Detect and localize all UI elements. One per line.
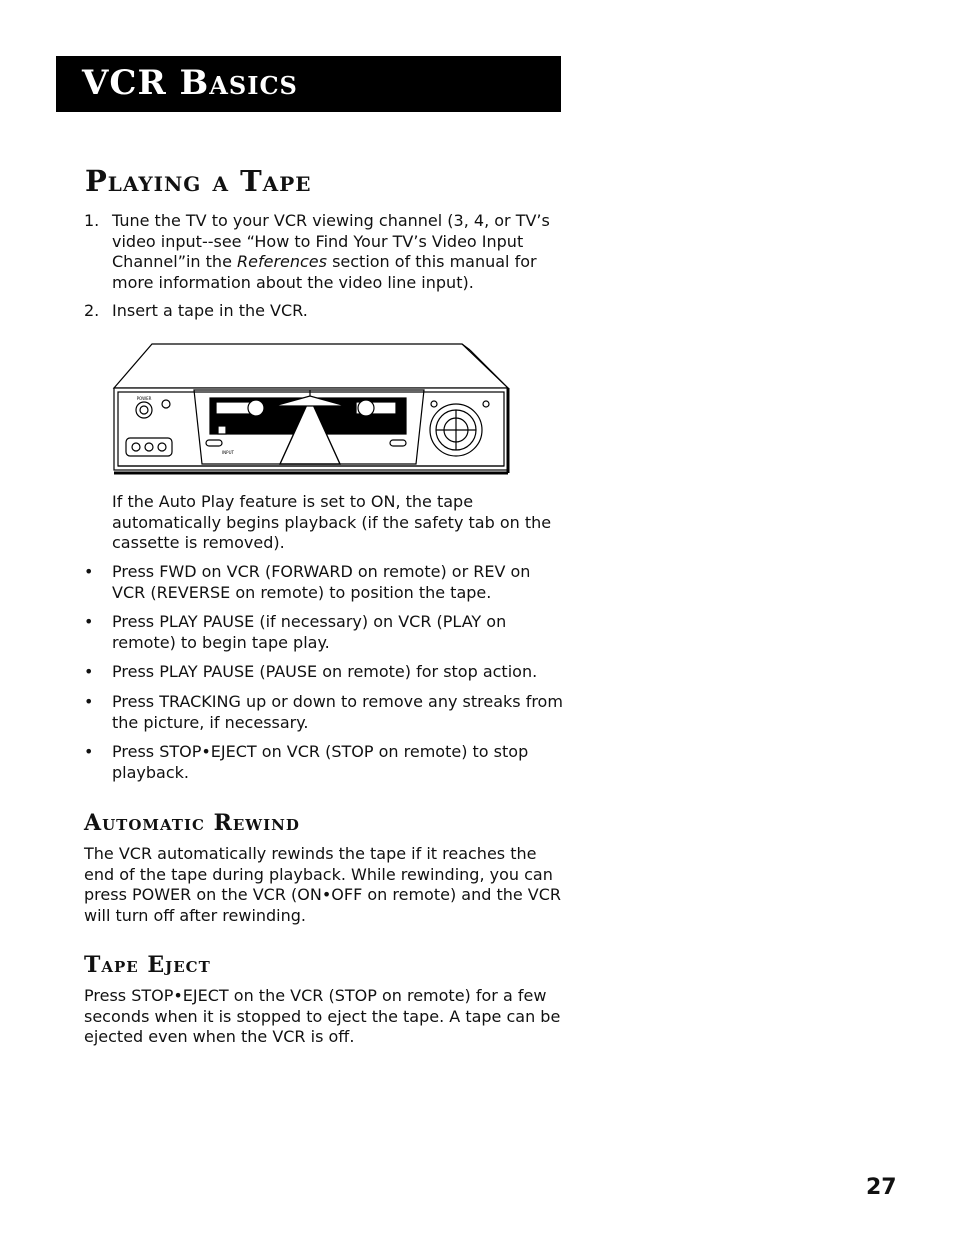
bullet-marker: • <box>84 742 94 761</box>
step-text: Tune the TV to your VCR viewing channel (3, 4, or TV’s video input--see “How to Find Your TV’s Video Input Channel”in the References section of this manual for more information about the video line input). <box>112 211 550 292</box>
step-text: Insert a tape in the VCR. <box>112 301 308 320</box>
bullet-text: Press TRACKING up or down to remove any streaks from the picture, if necessary. <box>112 692 563 732</box>
bullet-text: Press STOP•EJECT on VCR (STOP on remote) to stop playback. <box>112 742 529 782</box>
references-emphasis: References <box>237 252 327 271</box>
autoplay-note: If the Auto Play feature is set to ON, the tape automatically begins playback (if the safety tab on the cassette is removed). <box>112 492 552 552</box>
tape-eject-text: Press STOP•EJECT on the VCR (STOP on remote) for a few seconds when it is stopped to eject the tape. A tape can be ejected even when the VCR is off. <box>84 986 561 1046</box>
step-number: 2. <box>84 301 100 320</box>
power-label: POWER <box>136 396 152 401</box>
header-title: VCR Basics <box>82 63 298 103</box>
tape-eject-title: Tape Eject <box>84 952 211 978</box>
input-label: INPUT <box>222 450 234 455</box>
auto-rewind-text: The VCR automatically rewinds the tape if it reaches the end of the tape during playback. While rewinding, you can press POWER on the VCR (ON•OFF on remote) and the VCR will turn off after rewinding. <box>84 844 562 925</box>
bullet-marker: • <box>84 562 94 581</box>
auto-rewind-title: Automatic Rewind <box>84 810 300 836</box>
section-title: Playing a Tape <box>85 164 312 198</box>
bullet-marker: • <box>84 662 94 681</box>
page-number: 27 <box>866 1175 897 1200</box>
bullet-text: Press PLAY PAUSE (PAUSE on remote) for stop action. <box>112 662 538 681</box>
bullet-text: Press PLAY PAUSE (if necessary) on VCR (PLAY on remote) to begin tape play. <box>112 612 507 652</box>
header-banner <box>56 56 561 112</box>
bullet-marker: • <box>84 612 94 631</box>
vcr-illustration <box>110 340 510 476</box>
bullet-text: Press FWD on VCR (FORWARD on remote) or REV on VCR (REVERSE on remote) to position the tape. <box>112 562 531 602</box>
step-number: 1. <box>84 211 100 230</box>
bullet-marker: • <box>84 692 94 711</box>
